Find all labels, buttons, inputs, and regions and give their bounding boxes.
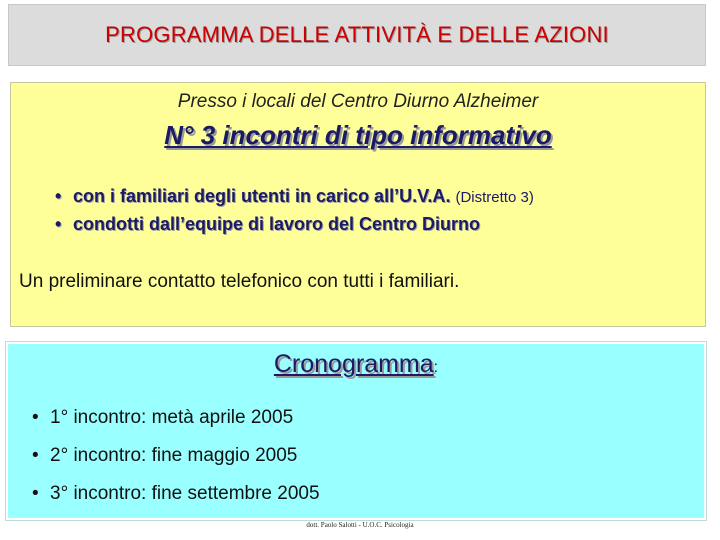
schedule-item	[32, 475, 320, 513]
info-panel	[10, 82, 706, 327]
schedule-item-text: 1° incontro: metà aprile 2005	[50, 407, 294, 428]
schedule-panel	[6, 342, 706, 520]
info-bullet-item	[55, 211, 534, 238]
schedule-title-word: Cronogramma	[273, 350, 434, 378]
bullet-icon: •	[55, 214, 62, 234]
district-note: (Distretto 3)	[455, 189, 534, 206]
info-bullet-text: con i familiari degli utenti in carico all’U.V.A	[73, 186, 446, 206]
bullet-icon: •	[55, 186, 62, 206]
schedule-item	[32, 399, 320, 437]
info-bullet-text: condotti dall’equipe di lavoro del Centro Diurno	[73, 214, 481, 234]
info-bullet-list	[55, 183, 534, 238]
schedule-list	[32, 399, 320, 513]
info-bullet-suffix: .	[445, 186, 451, 206]
schedule-item-text: 3° incontro: fine settembre 2005	[50, 483, 320, 504]
bullet-icon: •	[32, 445, 39, 466]
schedule-item-text: 2° incontro: fine maggio 2005	[50, 445, 298, 466]
author-footer: dott. Paolo Salotti - U.O.C. Psicologia	[306, 521, 414, 529]
bullet-icon: •	[32, 407, 39, 428]
location-subtitle: Presso i locali del Centro Diurno Alzheimer	[177, 91, 539, 112]
info-bullet-item	[55, 183, 534, 211]
preliminary-contact-text: Un preliminare contatto telefonico con tutti i familiari.	[19, 271, 460, 292]
page-title: PROGRAMMA DELLE ATTIVITÀ E DELLE AZIONI	[105, 22, 609, 47]
schedule-item	[32, 437, 320, 475]
schedule-title	[8, 350, 704, 379]
title-banner	[8, 4, 706, 66]
meetings-heading: N° 3 incontri di tipo informativo	[164, 120, 552, 150]
bullet-icon: •	[32, 483, 39, 504]
schedule-title-colon: :	[433, 359, 439, 376]
